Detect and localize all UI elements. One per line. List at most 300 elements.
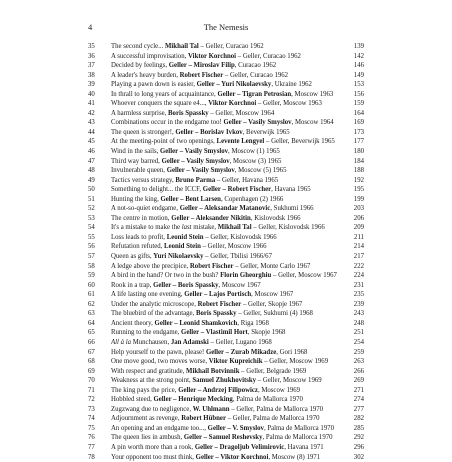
title-post: – Geller, Moscow 1967 [271, 272, 337, 280]
game-number: 64 [88, 319, 95, 327]
toc-entry [88, 128, 364, 138]
title-pre: Under the analytic microscope, [111, 300, 198, 308]
game-title [111, 80, 338, 90]
page-ref: 274 [353, 396, 364, 404]
toc-entry [88, 348, 364, 358]
game-title [111, 166, 338, 176]
page-ref: 192 [353, 176, 364, 184]
title-bold: Geller – Samuel Reshevsky [183, 434, 263, 442]
title-pre: A ledge above the precipice, [111, 262, 190, 270]
title-bold: Viktor Korchnoi [188, 52, 237, 60]
title-bold: Geller – Andrzej Filipowicz [178, 386, 258, 394]
title-post: , Havana 1971 [284, 443, 324, 451]
game-number: 55 [88, 233, 95, 241]
game-number: 54 [88, 224, 95, 232]
toc-entry [88, 443, 364, 453]
game-title [111, 414, 338, 424]
toc-entry [88, 204, 364, 214]
game-number: 48 [88, 167, 95, 175]
title-post: – Geller, Skopje 1967 [241, 300, 303, 308]
title-post: , Kislovodsk 1966 [250, 214, 301, 222]
title-bold: Yuri Nikolaevsky [153, 253, 204, 261]
game-title [111, 376, 338, 386]
title-bold: Samuel Zhukhovitsky [192, 377, 257, 385]
title-post: – Geller, Beverwijk 1965 [264, 138, 335, 146]
page-ref: 217 [353, 253, 364, 261]
game-title [111, 157, 338, 167]
toc-entry [88, 367, 364, 377]
title-pre2: Munchausen, [131, 338, 171, 346]
page-ref: 164 [353, 109, 364, 117]
page-ref: 139 [353, 43, 364, 50]
page-ref: 156 [353, 90, 364, 98]
title-pre: A bird in the hand? Or two in the bush? [111, 272, 221, 280]
title-bold: Robert Fischer [197, 300, 242, 308]
title-post: – Geller, Palma de Mallorca 1970 [225, 415, 320, 423]
title-bold: Jan Adamski [170, 338, 209, 346]
page-ref: 231 [353, 281, 364, 289]
page-ref: 302 [353, 453, 364, 461]
game-number: 69 [88, 367, 95, 375]
page-ref: 199 [353, 195, 364, 203]
toc-entry [88, 395, 364, 405]
title-pre: The queen lies in ambush, [111, 434, 184, 442]
game-number: 76 [88, 434, 95, 442]
title-bold: Geller – Zurab Mikadze [205, 348, 277, 356]
page-ref: 180 [353, 148, 364, 156]
page-ref: 222 [353, 262, 364, 270]
game-title [111, 128, 338, 138]
toc-entry [88, 309, 364, 319]
game-number: 68 [88, 358, 95, 366]
toc-entry [88, 290, 364, 300]
toc-entry [88, 52, 364, 62]
title-bold: Geller – Henrique Mecking [153, 396, 233, 404]
game-number: 56 [88, 243, 95, 251]
page-ref: 149 [353, 71, 364, 79]
title-bold: Mikhail Tal [164, 43, 199, 50]
title-bold: Viktor Korchnoi [208, 100, 257, 108]
game-number: 74 [88, 415, 95, 423]
table-of-contents [88, 42, 364, 462]
title-bold: Geller – Vlastimil Hort [181, 329, 248, 337]
title-post: – Geller, Curacao 1962 [236, 52, 301, 60]
page-ref: 169 [353, 119, 364, 127]
game-number: 51 [88, 195, 95, 203]
title-bold: Geller – Borislav Ivkov [175, 128, 243, 136]
title-post: – Geller, Tbilisi 1966/67 [203, 253, 272, 261]
game-number: 35 [88, 43, 95, 50]
page-ref: 206 [353, 214, 364, 222]
game-title [111, 433, 338, 443]
game-number: 77 [88, 443, 95, 451]
title-post: – Geller, Curacao 1962 [198, 43, 264, 50]
title-post: , Skopje 1968 [247, 329, 286, 337]
page-ref: 211 [354, 233, 364, 241]
game-number: 60 [88, 281, 95, 289]
game-number: 50 [88, 186, 95, 194]
title-pre: Loss leads to profit, [111, 233, 167, 241]
game-title [111, 262, 338, 272]
title-post: – Geller, Lugano 1968 [208, 338, 272, 346]
toc-entry [88, 166, 364, 176]
title-bold: Levente Lengyel [216, 138, 265, 146]
page-ref: 159 [353, 100, 364, 108]
page-ref: 254 [353, 338, 364, 346]
title-pre: Combinations occur in the endgame too! [111, 119, 224, 127]
toc-entry [88, 424, 364, 434]
toc-entry [88, 233, 364, 243]
toc-entry [88, 176, 364, 186]
toc-entry [88, 453, 364, 462]
title-pre: Zugzwang due to negligence, [111, 405, 193, 413]
toc-entry [88, 281, 364, 291]
title-pre: A harmless surprise, [111, 109, 169, 117]
toc-entry [88, 109, 364, 119]
title-pre: With respect and gratitude, [111, 367, 187, 375]
title-pre: Ancient theory, [111, 319, 155, 327]
toc-entry [88, 223, 364, 233]
game-title [111, 223, 338, 233]
game-title [111, 319, 338, 329]
title-pre: Playing a pawn down is easier, [111, 81, 197, 89]
toc-entry [88, 357, 364, 367]
title-post: – Geller, Moscow 1966 [200, 243, 267, 251]
title-bold: Geller – Aleksandar Matanovic [179, 205, 271, 213]
game-number: 75 [88, 424, 95, 432]
toc-entry [88, 376, 364, 386]
title-post: – Geller, Moscow 1964 [208, 109, 275, 117]
title-pre: Help yourself to the pawn, please! [111, 348, 206, 356]
toc-entry [88, 185, 364, 195]
page-ref: 243 [353, 310, 364, 318]
page-ref: 266 [353, 367, 364, 375]
title-pre: Third way barred, [111, 157, 162, 165]
page-title: The Nemesis [203, 22, 249, 32]
title-post: , Moscow (3) 1965 [229, 157, 282, 165]
title-post: , Curacao 1962 [234, 62, 277, 70]
title-bold: Bruno Parma [175, 176, 216, 184]
page-ref: 235 [353, 291, 364, 299]
title-pre: It's a mistake to make the [111, 224, 182, 232]
toc-entry [88, 99, 364, 109]
page-ref: 153 [353, 81, 364, 89]
game-title [111, 195, 338, 205]
title-pre: The bluebird of the advantage, [111, 310, 196, 318]
title-post: – Geller, Palma de Mallorca 1970 [229, 405, 324, 413]
title-bold: Geller – Vasily Smyslov [160, 148, 229, 156]
title-pre: The centre in motion, [111, 214, 172, 222]
game-title [111, 300, 338, 310]
page-ref: 251 [353, 329, 364, 337]
title-bold: Geller – Boris Spassky [153, 281, 219, 289]
title-pre: Your opponent too must think, [111, 453, 196, 461]
title-bold: Viktor Kupreichik [208, 358, 263, 366]
page-ref: 209 [353, 224, 364, 232]
title-post: , Moscow (5) 1965 [234, 167, 287, 175]
game-title [111, 42, 338, 52]
game-title [111, 71, 338, 81]
title-bold: Leonid Stein [166, 233, 204, 241]
title-post: , Moscow (1) 1965 [228, 148, 280, 156]
game-title [111, 395, 338, 405]
title-pre: Decided by feelings, [111, 62, 169, 70]
title-bold: Mikhail Botvinnik [186, 367, 240, 375]
title-bold: Geller – Miroslav Filip [168, 62, 235, 70]
title-post: , Gori 1968 [276, 348, 308, 356]
title-bold: Florin Gheorghiu [220, 272, 272, 280]
title-post: , Moscow 1963 [291, 90, 334, 98]
page-number: 4 [88, 22, 93, 32]
toc-entry [88, 386, 364, 396]
title-post: – Geller, Curacao 1962 [223, 71, 289, 79]
title-pre: Invulnerable queen, [111, 167, 167, 175]
title-post: , Moscow (8) 1971 [268, 453, 321, 461]
title-post: , Palma de Mallorca 1970 [232, 396, 303, 404]
toc-entry [88, 262, 364, 272]
page-ref: 271 [353, 386, 364, 394]
game-title [111, 290, 338, 300]
title-post: – Geller, Kislovodsk 1966 [251, 224, 325, 232]
title-bold: Geller – Viktor Korchnoi [195, 453, 269, 461]
title-post: , Riga 1968 [237, 319, 269, 327]
title-bold: Robert Fischer [179, 71, 224, 79]
title-post: , Moscow 1969 [257, 386, 301, 394]
toc-entry [88, 271, 364, 281]
page-ref: 259 [353, 348, 364, 356]
title-post: , Moscow 1967 [251, 291, 294, 299]
page-ref: 248 [353, 319, 364, 327]
game-number: 57 [88, 253, 95, 261]
toc-entry [88, 414, 364, 424]
game-number: 61 [88, 291, 95, 299]
title-pre: Adjournment as revenge, [111, 415, 182, 423]
game-title [111, 176, 338, 186]
game-title [111, 405, 338, 415]
game-title [111, 214, 338, 224]
toc-entry [88, 242, 364, 252]
game-title [111, 99, 338, 109]
title-pre: Wind in the sails, [111, 148, 160, 156]
toc-entry [88, 195, 364, 205]
title-pre: Refutation refuted, [111, 243, 165, 251]
game-number: 46 [88, 148, 95, 156]
game-title [111, 252, 338, 262]
title-bold: Robert Hübner [181, 415, 226, 423]
game-number: 52 [88, 205, 95, 213]
page-ref: 142 [353, 52, 364, 60]
game-title [111, 118, 338, 128]
title-post: – Geller, Havana 1965 [215, 176, 279, 184]
title-bold: Geller – Aleksander Nikitin [171, 214, 251, 222]
title-pre: Running to the endgame, [111, 329, 182, 337]
title-pre: Tactics versus strategy, [111, 176, 176, 184]
title-bold: Geller – Lajos Portisch [184, 291, 252, 299]
game-title [111, 348, 338, 358]
toc-entry [88, 147, 364, 157]
title-bold: Robert Fischer [189, 262, 234, 270]
toc-entry [88, 137, 364, 147]
title-italic: last [181, 224, 192, 232]
toc-entry [88, 319, 364, 329]
game-number: 78 [88, 453, 95, 461]
title-pre: Queen as gifts, [111, 253, 154, 261]
page-ref: 184 [353, 157, 364, 165]
title-post: , Palma de Mallorca 1970 [263, 424, 334, 432]
title-post: , Moscow 1964 [291, 119, 334, 127]
title-post: – Geller, Moscow 1963 [256, 100, 322, 108]
game-number: 59 [88, 272, 95, 280]
title-post: – Geller, Moscow 1969 [262, 358, 329, 366]
game-title [111, 109, 338, 119]
game-number: 72 [88, 396, 95, 404]
toc-entry [88, 118, 364, 128]
title-pre: One move good, two moves worse, [111, 358, 209, 366]
game-title [111, 137, 338, 147]
title-bold: Geller – Tigran Petrosian [217, 90, 292, 98]
game-title [111, 328, 338, 338]
toc-entry [88, 405, 364, 415]
title-post: , Moscow 1967 [218, 281, 261, 289]
game-title [111, 424, 338, 434]
game-number: 67 [88, 348, 95, 356]
toc-entry [88, 252, 364, 262]
game-title [111, 271, 338, 281]
title-bold: Geller – Bent Larsen [160, 195, 221, 203]
title-bold: Mikhail Tal [217, 224, 252, 232]
toc-entry [88, 214, 364, 224]
game-number: 62 [88, 300, 95, 308]
toc-entry [88, 61, 364, 71]
title-pre2: mistake, [191, 224, 218, 232]
title-bold: Geller – Vasily Smyslov [161, 157, 230, 165]
game-number: 37 [88, 62, 95, 70]
game-title [111, 357, 338, 367]
page-ref: 195 [353, 186, 364, 194]
toc-entry [88, 338, 364, 348]
game-title [111, 147, 338, 157]
title-bold: Geller – Vasily Smyslov [223, 119, 292, 127]
game-number: 43 [88, 119, 95, 127]
title-post: , Havana 1965 [271, 186, 311, 194]
title-post: , Palma de Mallorca 1970 [262, 434, 333, 442]
title-pre: In thrall to long years of acquaintance, [111, 90, 218, 98]
title-pre: Whoever conquers the square e4..., [111, 100, 209, 108]
page-ref: 146 [353, 62, 364, 70]
title-bold: Geller – Yuri Nikolaevsky [196, 81, 272, 89]
title-pre: The king pays the price, [111, 386, 179, 394]
toc-entry [88, 71, 364, 81]
game-title [111, 443, 338, 453]
game-title [111, 309, 338, 319]
game-number: 73 [88, 405, 95, 413]
title-pre: An opening and an endgame too..., [111, 424, 208, 432]
game-title [111, 281, 338, 291]
title-post: , Ukraine 1962 [271, 81, 312, 89]
game-number: 42 [88, 109, 95, 117]
title-post: – Geller, Sukhumi (4) 1968 [236, 310, 313, 318]
title-bold: Boris Spassky [168, 109, 209, 117]
title-pre: Hunting the king, [111, 195, 161, 203]
toc-entry [88, 433, 364, 443]
game-number: 39 [88, 81, 95, 89]
game-number: 41 [88, 100, 95, 108]
game-title [111, 204, 338, 214]
game-title [111, 453, 338, 462]
game-title [111, 61, 338, 71]
game-title [111, 185, 338, 195]
page-ref: 214 [353, 243, 364, 251]
game-number: 38 [88, 71, 95, 79]
title-pre: A life lasting one evening, [111, 291, 185, 299]
title-post: , Sukhumi 1966 [270, 205, 314, 213]
title-post: , Copenhagen (2) 1966 [220, 195, 284, 203]
title-pre: Something to delight... the ICCF, [111, 186, 203, 194]
game-number: 63 [88, 310, 95, 318]
toc-entry [88, 157, 364, 167]
page-ref: 269 [353, 377, 364, 385]
title-post: , Beverwijk 1965 [242, 128, 290, 136]
title-italic: All à la [111, 338, 132, 346]
title-pre: The second cycle... [111, 43, 165, 50]
page-ref: 292 [353, 434, 364, 442]
game-title [111, 242, 338, 252]
game-title [111, 386, 338, 396]
game-number: 65 [88, 329, 95, 337]
title-bold: Geller – Vasily Smyslov [166, 167, 235, 175]
title-pre: A successful improvisation, [111, 52, 189, 60]
page-ref: 173 [353, 128, 364, 136]
game-title [111, 233, 338, 243]
toc-entry [88, 300, 364, 310]
page-ref: 282 [353, 415, 364, 423]
page-ref: 285 [353, 424, 364, 432]
game-number: 40 [88, 90, 95, 98]
game-number: 36 [88, 52, 95, 60]
game-number: 45 [88, 138, 95, 146]
page-ref: 177 [353, 138, 364, 146]
title-bold: Geller – V. Smyslov [207, 424, 264, 432]
page-header [88, 21, 364, 33]
page-ref: 296 [353, 443, 364, 451]
game-number: 70 [88, 377, 95, 385]
game-number: 71 [88, 386, 95, 394]
title-pre: Rook in a trap, [111, 281, 154, 289]
title-post: – Geller, Belgrade 1969 [239, 367, 307, 375]
page-ref: 263 [353, 358, 364, 366]
page-ref: 203 [353, 205, 364, 213]
title-post: – Geller, Moscow 1969 [256, 377, 322, 385]
title-bold: Leonid Stein [164, 243, 201, 251]
toc-entry [88, 42, 364, 52]
page-ref: 188 [353, 167, 364, 175]
title-pre: Weakness at the strong point, [111, 377, 193, 385]
title-pre: A pin worth more than a rook, [111, 443, 195, 451]
game-number: 53 [88, 214, 95, 222]
game-title [111, 367, 338, 377]
game-number: 47 [88, 157, 95, 165]
game-number: 44 [88, 128, 95, 136]
title-pre: A leader's heavy burden, [111, 71, 180, 79]
title-bold: Geller – Robert Fischer [202, 186, 272, 194]
page-ref: 239 [353, 300, 364, 308]
title-post: – Geller, Kislovodsk 1966 [203, 233, 277, 241]
title-bold: Geller – Dragoljub Velimirovic [194, 443, 285, 451]
game-number: 66 [88, 338, 95, 346]
toc-entry [88, 80, 364, 90]
game-title [111, 52, 338, 62]
game-number: 49 [88, 176, 95, 184]
